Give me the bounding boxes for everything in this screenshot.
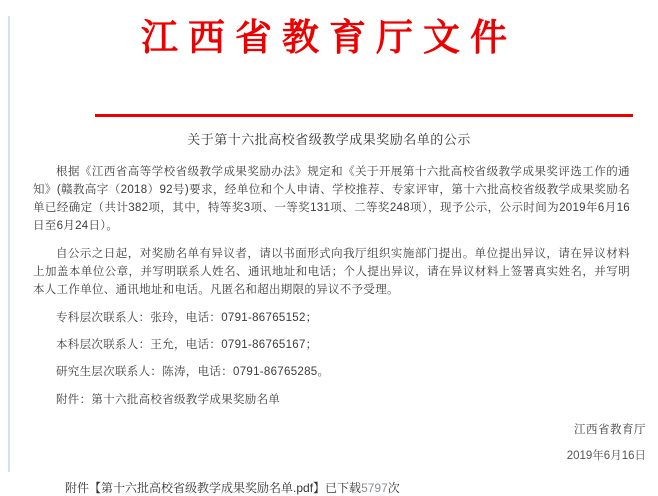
red-divider-line — [95, 114, 633, 117]
contact-line-yanjiusheng: 研究生层次联系人：陈涛，电话：0791-86765285。 — [56, 366, 330, 378]
download-middle-label: 】已下载 — [313, 481, 362, 495]
issuer-signature: 江西省教育厅 — [574, 424, 646, 436]
official-document — [0, 16, 658, 496]
document-page — [0, 16, 658, 495]
download-prefix-label: 附件【 — [65, 481, 102, 495]
attachment-note: 附件：第十六批高校省级教学成果奖励名单 — [56, 394, 281, 406]
download-unit-label: 次 — [387, 481, 400, 495]
contact-line-zhuanke: 专科层次联系人：张玲，电话：0791-86765152； — [56, 312, 318, 324]
document-title: 关于第十六批高校省级教学成果奖励名单的公示 — [187, 132, 471, 147]
body-paragraph-2: 自公示之日起，对奖励名单有异议者，请以书面形式向我厅组织实施部门提出。单位提出异议，请在异议材料上加盖本单位公章，并写明联系人姓名、通讯地址和电话；个人提出异议，请在异议材料上签署真实姓名，并写明本人工作单位、通讯地址和电话。凡匿名和超出期限的异议不予受理。 — [33, 248, 630, 296]
agency-masthead: 江西省教育厅文件 — [141, 18, 517, 59]
contact-line-benke: 本科层次联系人：王允，电话：0791-86765167； — [56, 339, 318, 351]
attachment-pdf-link[interactable]: 第十六批高校省级教学成果奖励名单.pdf — [101, 481, 314, 495]
body-paragraph-1: 根据《江西省高等学校省级教学成果奖励办法》规定和《关于开展第十六批高校省级教学成果奖评选工作的通知》(赣教高字（2018）92号)要求，经单位和个人申请、学校推荐、专家评审，第十六批高校省级教学成果奖励名单已经确定（共计382项，其中，特等奖3项、一等奖131项、二等奖248项），现予公示，公示时间为2019年6月16日至6月24日）。 — [33, 166, 630, 232]
attachment-download-row — [65, 480, 658, 496]
issue-date: 2019年6月16日 — [566, 450, 646, 462]
download-count: 5797 — [361, 481, 388, 495]
